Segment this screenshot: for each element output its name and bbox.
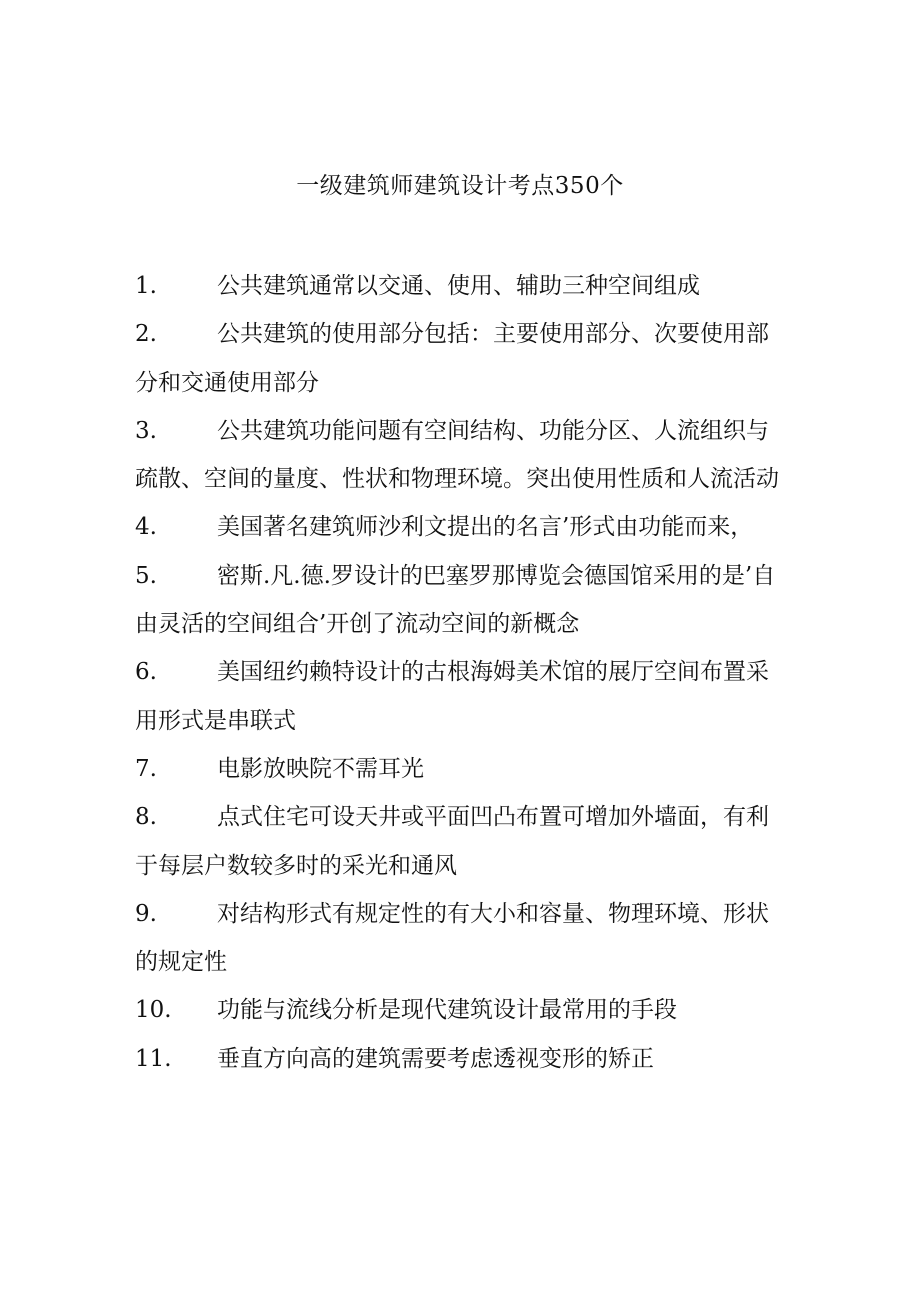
list-item [135,407,785,504]
list-item [135,986,785,1034]
list-item [135,310,785,407]
item-number: 10. [135,997,172,1024]
item-text: 公共建筑的使用部分包括：主要使用部分、次要使用部分和交通使用部分 [135,321,769,396]
item-text: 公共建筑通常以交通、使用、辅助三种空间组成 [217,273,700,299]
list-item [135,793,785,890]
item-number: 1. [135,273,157,299]
list-item [135,648,785,745]
item-text: 功能与流线分析是现代建筑设计最常用的手段 [217,997,677,1024]
item-number: 4. [135,514,157,541]
item-text: 美国著名建筑师沙利文提出的名言’形式由功能而来， [217,514,754,541]
list-item [135,890,785,987]
item-text: 对结构形式有规定性的有大小和容量、物理环境、形状的规定性 [135,900,769,976]
list-item [135,503,785,551]
item-text: 电影放映院不需耳光 [217,755,424,782]
item-number: 3. [135,417,157,444]
item-number: 2. [135,321,157,348]
item-text: 公共建筑功能问题有空间结构、功能分区、人流组织与疏散、空间的量度、性状和物理环境。突出使用性质和人流活动 [135,417,779,493]
list-item [135,1035,785,1083]
item-number: 7. [135,755,157,782]
item-text: 密斯.凡.德.罗设计的巴塞罗那博览会德国馆采用的是’自由灵活的空间组合’开创了流动空间的新概念 [135,562,776,638]
item-list [135,262,785,1083]
item-number: 6. [135,659,157,686]
item-text: 美国纽约赖特设计的古根海姆美术馆的展厅空间布置采用形式是串联式 [135,659,769,734]
item-number: 8. [135,804,157,831]
item-number: 9. [135,900,157,927]
item-number: 11. [135,1045,172,1072]
list-item [135,745,785,793]
item-number: 5. [135,562,157,589]
page-title: 一级建筑师建筑设计考点350个 [296,173,624,199]
list-item [135,552,785,649]
list-item [135,262,785,310]
item-text: 垂直方向高的建筑需要考虑透视变形的矫正 [217,1045,654,1072]
item-text: 点式住宅可设天井或平面凹凸布置可增加外墙面，有利于每层户数较多时的采光和通风 [135,804,769,879]
